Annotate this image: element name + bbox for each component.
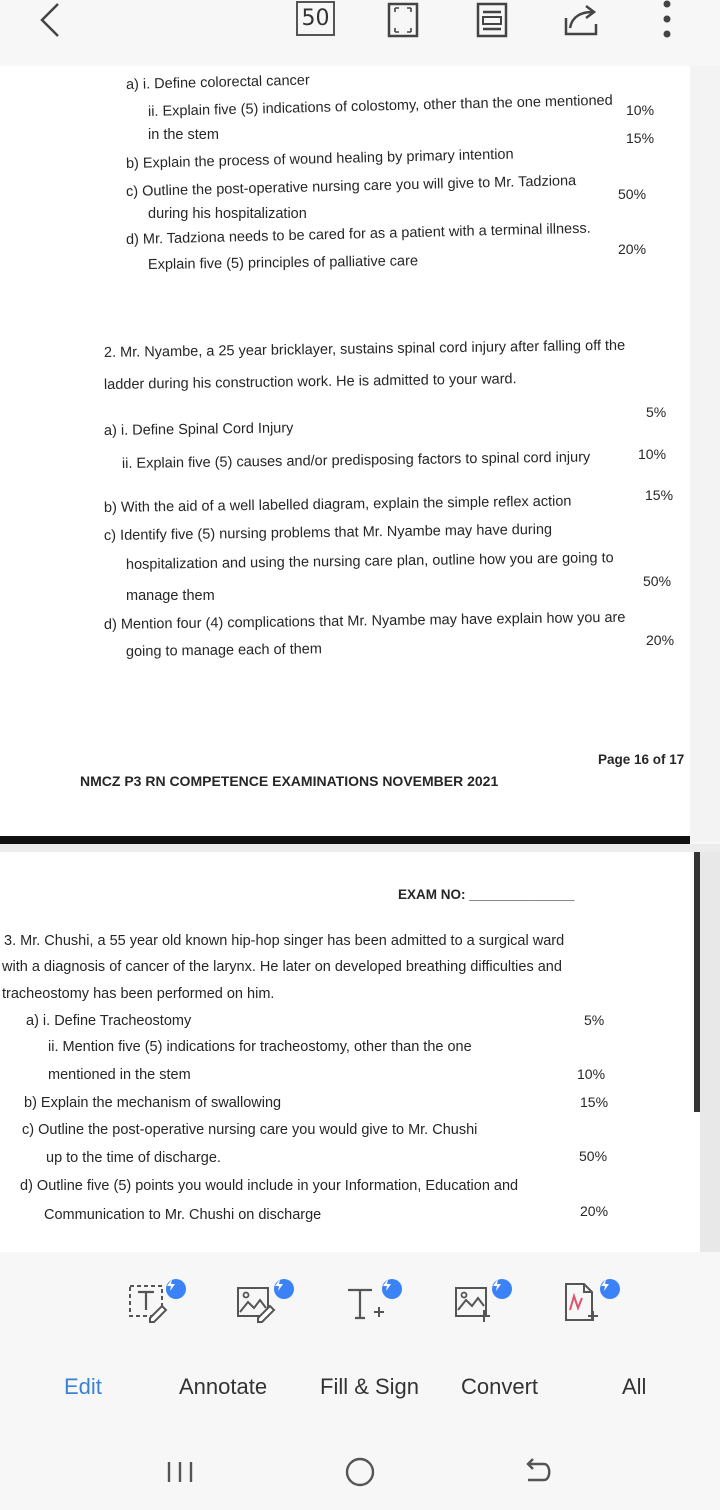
- edit-tools-row: [0, 1262, 720, 1342]
- exam-footer-title: NMCZ P3 RN COMPETENCE EXAMINATIONS NOVEMBER 2021: [80, 773, 499, 789]
- q3-stem-line3: tracheostomy has been performed on him.: [2, 986, 275, 1002]
- top-toolbar: [0, 0, 720, 62]
- q1-a-ii: ii. Explain five (5) indications of colostomy, other than the one mentioned: [147, 92, 613, 120]
- tab-annotate[interactable]: Annotate: [179, 1374, 268, 1399]
- q2-c-pct: 50%: [643, 573, 672, 589]
- q1-a-ii-cont: in the stem: [148, 127, 219, 143]
- premium-badge-icon: [382, 1279, 402, 1299]
- q1-c: c) Outline the post-operative nursing care you will give to Mr. Tadziona: [125, 173, 577, 200]
- q3-a-ii-pct: 10%: [577, 1066, 606, 1082]
- q1-c-cont: during his hospitalization: [148, 206, 307, 222]
- page-divider: [0, 836, 690, 844]
- q2-a-ii-pct: 10%: [638, 446, 667, 462]
- page-layout-icon[interactable]: [472, 0, 512, 40]
- tab-all[interactable]: All: [622, 1374, 647, 1399]
- recent-apps-icon[interactable]: [156, 1454, 206, 1490]
- q2-stem-line2: ladder during his construction work. He is admitted to your ward.: [103, 371, 517, 393]
- bottom-tab-bar: [0, 1346, 720, 1436]
- q3-a-ii: ii. Mention five (5) indications for tracheostomy, other than the one: [48, 1039, 472, 1055]
- exam-number-field: EXAM NO: ______________: [398, 887, 575, 902]
- fullscreen-icon[interactable]: [383, 0, 423, 40]
- q2-d-cont: going to manage each of them: [125, 641, 322, 660]
- q1-a-i: a) i. Define colorectal cancer: [125, 72, 310, 93]
- q1-b-pct: 15%: [626, 130, 655, 146]
- edit-text-icon[interactable]: [126, 1280, 186, 1330]
- edit-image-icon[interactable]: [234, 1280, 294, 1330]
- q3-a-i-pct: 5%: [584, 1012, 605, 1028]
- q1-d-pct: 20%: [618, 241, 647, 257]
- q2-b: b) With the aid of a well labelled diagram, explain the simple reflex action: [103, 493, 572, 516]
- add-text-icon[interactable]: [342, 1280, 402, 1330]
- back-arrow-icon[interactable]: [30, 0, 70, 40]
- document-page-16: [0, 66, 690, 842]
- premium-badge-icon: [166, 1279, 186, 1299]
- q2-c-cont2: manage them: [126, 588, 215, 604]
- q3-b: b) Explain the mechanism of swallowing: [24, 1095, 282, 1111]
- q2-b-pct: 15%: [645, 487, 674, 503]
- back-icon[interactable]: [514, 1454, 564, 1490]
- q2-c-cont1: hospitalization and using the nursing care plan, outline how you are going to: [125, 550, 614, 573]
- q2-d: d) Mention four (4) complications that Mr. Nyambe may have explain how you are: [103, 609, 626, 633]
- share-icon[interactable]: [560, 0, 604, 40]
- q2-a-i-pct: 5%: [646, 404, 667, 420]
- q3-d: d) Outline five (5) points you would include in your Information, Education and: [20, 1178, 519, 1194]
- premium-badge-icon: [600, 1279, 620, 1299]
- q1-d: d) Mr. Tadziona needs to be cared for as a patient with a terminal illness.: [125, 220, 591, 248]
- q3-b-pct: 15%: [580, 1094, 609, 1110]
- premium-badge-icon: [492, 1279, 512, 1299]
- q2-d-pct: 20%: [646, 632, 675, 648]
- page-gap: [0, 844, 720, 852]
- q2-c: c) Identify five (5) nursing problems that Mr. Nyambe may have during: [103, 521, 553, 544]
- q1-a-pct: 10%: [626, 102, 655, 118]
- more-vertical-icon[interactable]: [652, 0, 682, 40]
- tab-fill-sign[interactable]: Fill & Sign: [320, 1374, 420, 1399]
- tab-edit[interactable]: Edit: [64, 1374, 102, 1399]
- premium-badge-icon: [274, 1279, 294, 1299]
- q1-b: b) Explain the process of wound healing by primary intention: [125, 146, 514, 172]
- tab-convert[interactable]: Convert: [461, 1374, 539, 1399]
- add-signature-icon[interactable]: [560, 1280, 620, 1330]
- page-edge: [700, 852, 720, 1252]
- q3-c-cont: up to the time of discharge.: [46, 1150, 221, 1166]
- page-count-indicator[interactable]: 50: [296, 1, 335, 36]
- q3-d-cont: Communication to Mr. Chushi on discharge: [44, 1207, 322, 1223]
- add-image-icon[interactable]: [452, 1280, 512, 1330]
- q3-a-i: a) i. Define Tracheostomy: [26, 1013, 192, 1029]
- system-nav-bar: [0, 1436, 720, 1510]
- q3-d-pct: 20%: [580, 1203, 609, 1219]
- q3-c: c) Outline the post-operative nursing care you would give to Mr. Chushi: [22, 1122, 478, 1138]
- q2-a-i: a) i. Define Spinal Cord Injury: [103, 420, 294, 439]
- q2-stem-line1: 2. Mr. Nyambe, a 25 year bricklayer, sustains spinal cord injury after falling off the: [103, 337, 626, 361]
- q1-c-pct: 50%: [618, 186, 647, 202]
- q3-c-pct: 50%: [579, 1148, 608, 1164]
- document-page-17: [0, 852, 700, 1252]
- q3-stem-line2: with a diagnosis of cancer of the larynx. He later on developed breathing difficulties and: [2, 959, 562, 975]
- page-edge: [690, 66, 720, 842]
- q1-d-cont: Explain five (5) principles of palliative care: [147, 253, 419, 273]
- page-number: Page 16 of 17: [598, 752, 685, 767]
- q2-a-ii: ii. Explain five (5) causes and/or predisposing factors to spinal cord injury: [121, 449, 591, 472]
- q3-stem-line1: 3. Mr. Chushi, a 55 year old known hip-hop singer has been admitted to a surgical ward: [4, 933, 565, 949]
- home-icon[interactable]: [335, 1454, 385, 1490]
- q3-a-ii-cont: mentioned in the stem: [48, 1067, 191, 1083]
